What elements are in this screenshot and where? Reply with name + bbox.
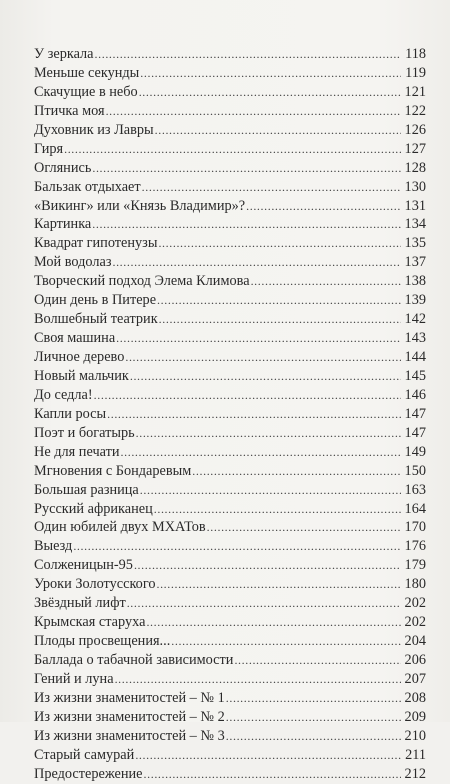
toc-entry-title: Меньше секунды (34, 64, 140, 81)
toc-entry-page-number: 118 (405, 46, 426, 62)
toc-entry-page-number: 204 (404, 633, 426, 650)
toc-entry-page-number: 128 (404, 159, 426, 176)
toc-entry-page-number: 130 (404, 178, 426, 195)
toc-entry-title: Поэт и богатырь (34, 424, 135, 441)
toc-entry (34, 102, 426, 121)
dot-leader (142, 178, 401, 197)
dot-leader (156, 575, 401, 594)
toc-entry-page-number: 149 (404, 443, 426, 460)
toc-entry-page-number: 145 (404, 367, 426, 384)
dot-leader (207, 518, 401, 537)
toc-entry (34, 613, 426, 632)
dot-leader (157, 291, 401, 310)
toc-entry-page-number: 176 (404, 538, 426, 555)
toc-entry-page-number: 150 (404, 462, 426, 479)
toc-entry-title: Из жизни знаменитостей – № 1 (34, 689, 225, 706)
toc-entry (34, 481, 426, 500)
toc-entry-title: У зеркала (34, 46, 94, 62)
toc-entry (34, 178, 426, 197)
dot-leader (73, 537, 401, 556)
toc-entry (34, 424, 426, 443)
toc-entry-title: Мгновения с Бондаревым (34, 462, 192, 479)
toc-entry-title: Гений и луна (34, 670, 114, 687)
toc-entry-page-number: 119 (405, 64, 426, 81)
dot-leader (106, 102, 401, 121)
toc-entry-page-number: 208 (404, 689, 426, 706)
dot-leader (136, 424, 401, 443)
dot-leader (226, 708, 401, 727)
toc-entry-title: Солженицын-95 (34, 557, 133, 574)
dot-leader (94, 386, 401, 405)
toc-entry-page-number: 134 (404, 216, 426, 233)
toc-entry-page-number: 164 (404, 500, 426, 517)
toc-entry-title: Уроки Золотусского (34, 576, 156, 593)
toc-entry-title: Предостережение (34, 765, 143, 782)
toc-entry-title: Личное дерево (34, 349, 125, 365)
dot-leader (140, 481, 401, 500)
dot-leader (226, 689, 401, 708)
toc-entry-page-number: 139 (404, 292, 426, 309)
toc-entry-title: Звёздный лифт (34, 595, 126, 612)
toc-entry-page-number: 147 (404, 424, 426, 441)
toc-entry-page-number: 170 (404, 519, 426, 536)
toc-entry (34, 556, 426, 575)
toc-entry-page-number: 137 (404, 254, 426, 271)
toc-entry (34, 708, 426, 727)
toc-entry-page-number: 147 (404, 405, 426, 422)
dot-leader (127, 594, 401, 613)
dot-leader (116, 329, 401, 348)
toc-entry (34, 253, 426, 272)
dot-leader (226, 727, 401, 746)
dot-leader (192, 462, 401, 481)
toc-entry-title: Из жизни знаменитостей – № 3 (34, 727, 225, 744)
toc-entry-title: Квадрат гипотенузы (34, 235, 158, 252)
toc-entry (34, 689, 426, 708)
toc-entry-page-number: 122 (404, 102, 426, 119)
toc-entry-title: Оглянись (34, 159, 92, 176)
toc-entry-page-number: 146 (404, 386, 426, 403)
toc-entry-title: Волшебный театрик (34, 311, 158, 328)
toc-entry-title: Один юбилей двух МХАТов (34, 519, 206, 536)
toc-entry-title: Из жизни знаменитостей – № 2 (34, 708, 225, 725)
toc-entry (34, 291, 426, 310)
toc-entry-title: Своя машина (34, 330, 116, 347)
toc-entry-page-number: 142 (404, 311, 426, 328)
toc-entry-page-number: 144 (404, 349, 426, 365)
dot-leader (171, 632, 401, 651)
toc-entry-title: Русский африканец (34, 500, 153, 517)
toc-entry-page-number: 212 (404, 765, 426, 782)
dot-leader (246, 197, 401, 216)
dot-leader (154, 500, 401, 519)
toc-entry-page-number: 126 (404, 121, 426, 138)
toc-entry-page-number: 163 (404, 481, 426, 498)
dot-leader (158, 234, 401, 253)
dot-leader (121, 443, 401, 462)
toc-entry (34, 443, 426, 462)
dot-leader (146, 613, 401, 632)
toc-entry-title: Картинка (34, 216, 92, 233)
toc-entry (34, 45, 426, 64)
toc-entry-title: Скачущие в небо (34, 83, 138, 100)
dot-leader (144, 765, 401, 784)
toc-entry (34, 405, 426, 424)
toc-entry-page-number: 135 (404, 235, 426, 252)
dot-leader (125, 348, 401, 367)
toc-entry-title: Бальзак отдыхает (34, 178, 141, 195)
toc-entry-title: Капли росы (34, 405, 107, 422)
dot-leader (115, 670, 401, 689)
toc-entry-title: Баллада о табачной зависимости (34, 652, 234, 668)
toc-entry (34, 272, 426, 291)
toc-entry (34, 500, 426, 519)
toc-entry-page-number: 138 (404, 273, 426, 290)
toc-entry (34, 765, 426, 784)
dot-leader (107, 405, 401, 424)
toc-entry-title: До седла! (34, 386, 93, 403)
toc-entry (34, 64, 426, 83)
toc-entry-page-number: 121 (404, 83, 426, 100)
toc-entry (34, 140, 426, 159)
toc-entry-title: Старый самурай (34, 746, 135, 763)
dot-leader (130, 367, 401, 386)
toc-entry-page-number: 211 (405, 746, 426, 763)
toc-entry-page-number: 202 (404, 595, 426, 612)
toc-entry-title: Не для печати (34, 443, 120, 460)
dot-leader (234, 651, 401, 670)
toc-entry (34, 594, 426, 613)
dot-leader (251, 272, 401, 291)
toc-entry-page-number: 207 (404, 670, 426, 687)
toc-entry-title: Мой водолаз (34, 254, 112, 271)
dot-leader (140, 64, 401, 83)
toc-entry-page-number: 143 (404, 330, 426, 347)
toc-entry-title: «Викинг» или «Князь Владимир»? (34, 197, 246, 214)
toc-entry (34, 329, 426, 348)
dot-leader (95, 45, 401, 64)
toc-entry-page-number: 127 (404, 140, 426, 157)
dot-leader (112, 253, 401, 272)
toc-entry (34, 386, 426, 405)
toc-entry (34, 746, 426, 765)
toc-entry-page-number: 179 (404, 557, 426, 574)
dot-leader (159, 310, 401, 329)
dot-leader (64, 140, 401, 159)
toc-entry-title: Один день в Питере (34, 292, 157, 309)
toc-entry (34, 159, 426, 178)
toc-entry (34, 310, 426, 329)
toc-entry-title: Большая разница (34, 481, 139, 498)
toc-entry-page-number: 209 (404, 708, 426, 725)
toc-entry-page-number: 131 (404, 197, 426, 214)
dot-leader (92, 159, 401, 178)
toc-entry (34, 348, 426, 367)
toc-entry-title: Новый мальчик (34, 367, 129, 384)
toc-entry (34, 197, 426, 216)
dot-leader (139, 83, 401, 102)
toc-entry (34, 537, 426, 556)
toc-entry (34, 518, 426, 537)
toc-entry-page-number: 206 (404, 652, 426, 668)
table-of-contents (34, 45, 426, 784)
toc-entry (34, 462, 426, 481)
toc-entry (34, 632, 426, 651)
toc-entry (34, 367, 426, 386)
toc-entry (34, 670, 426, 689)
dot-leader (155, 121, 401, 140)
toc-entry (34, 651, 426, 670)
toc-entry-title: Птичка моя (34, 102, 105, 119)
toc-entry (34, 83, 426, 102)
toc-entry-title: Выезд (34, 538, 73, 555)
toc-entry (34, 575, 426, 594)
toc-entry-page-number: 210 (404, 727, 426, 744)
toc-entry (34, 234, 426, 253)
toc-entry-title: Творческий подход Элема Климова (34, 273, 250, 290)
toc-entry (34, 215, 426, 234)
toc-entry-page-number: 180 (404, 576, 426, 593)
toc-entry (34, 121, 426, 140)
toc-entry-title: Плоды просвещения... (34, 633, 171, 650)
toc-entry-title: Гиря (34, 140, 64, 157)
dot-leader (135, 746, 401, 765)
dot-leader (92, 215, 401, 234)
dot-leader (134, 556, 401, 575)
toc-entry (34, 727, 426, 746)
toc-entry-title: Крымская старуха (34, 614, 146, 631)
toc-entry-title: Духовник из Лавры (34, 121, 154, 138)
toc-entry-page-number: 202 (404, 614, 426, 631)
